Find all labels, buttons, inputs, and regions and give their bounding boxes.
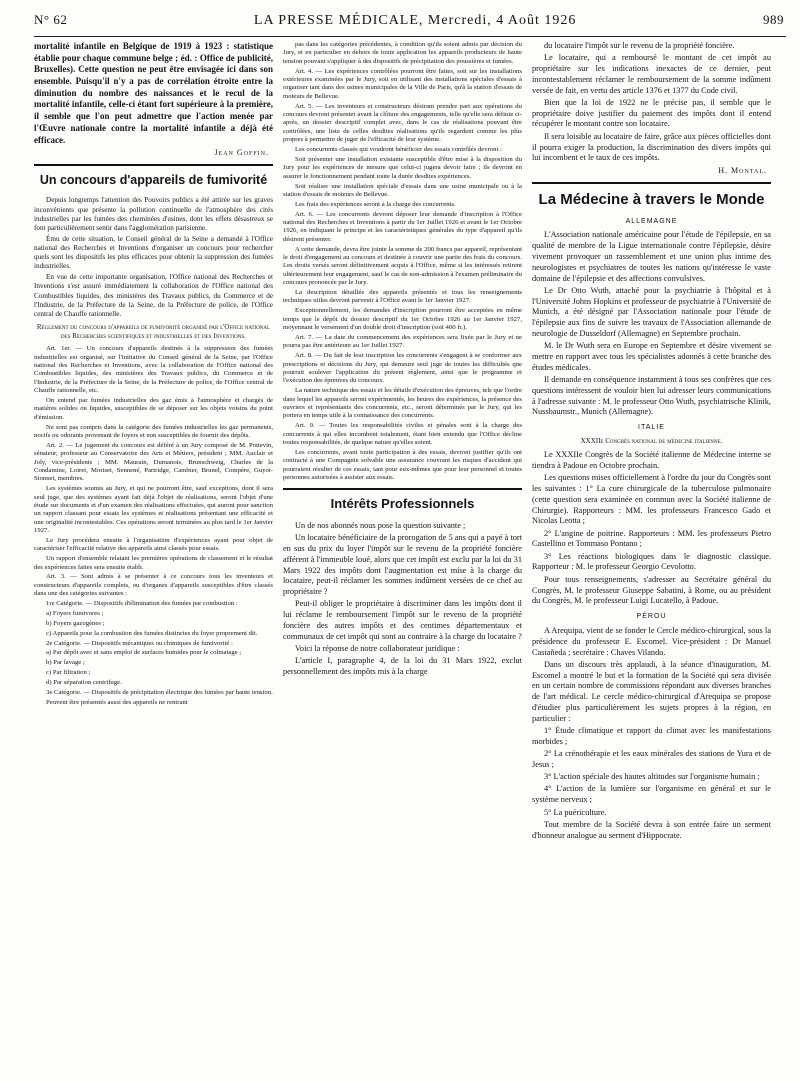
paragraph: 2° L'angine de poitrine. Rapporteurs : MM. les professeurs Pietro Castellino et Tommaso Pontano ; [532, 528, 771, 549]
paragraph: b) Foyers gazogènes ; [46, 619, 105, 627]
paragraph: Le locataire, qui a remboursé le montant de cet impôt au propriétaire sur les indications inexactes de ce dernier, peut incontestablement réclamer le remboursement de la somme indûment versée de fait, en vertu des article 1376 et 1377 du Code civil. [532, 53, 771, 95]
divider [34, 164, 273, 166]
paragraph: Art. 1er. — Un concours d'appareils destinés à la suppression des fumées industrielles est organisé, sur l'initiative du Conseil général de la Seine, par l'Office national des Recherches et Inventions, avec la collaboration de l'Office national des Combustibles liquides, des ministères des Travaux publics, du Commerce et de l'Industrie, de la Préfecture de la Seine, de la Préfecture de police, de l'Office central de Chauffe rationnelle, etc. [34, 345, 273, 395]
divider [532, 182, 771, 184]
paragraph: du locataire l'impôt sur le revenu de la propriété foncière. [544, 41, 735, 50]
intro-block [34, 41, 273, 146]
paragraph: c) Par filtration ; [46, 669, 91, 677]
paragraph: Un rapport d'ensemble relatant les premières opérations de classement et le résultat des expériences faites sera ensuite établi. [34, 555, 273, 571]
rules-body [34, 345, 273, 707]
paragraph: a) Par dépôt avec et sans emploi de surfaces humides pour le colmatage ; [46, 649, 242, 657]
paragraph: b) Par lavage ; [46, 659, 85, 667]
signature: H. Montal. [718, 166, 767, 176]
paragraph: Art. 2. — Le jugement du concours est déféré à un Jury composé de M. Pottevin, sénateur, professeur au Conservatoire des Arts et Métiers, président ; MM. Auclair et Joly, vice-présidents ; MM. Maurain, Dumanois, Brunschweig, Charles de la Condamine, Loiret, Moriset, Sennené, Partridge, Cambier, Brunel, Compère, Guyot-Sionnet, membres. [34, 441, 273, 483]
paragraph: 2e Catégorie. — Dispositifs mécaniques ou chimiques de fumivorité : [46, 639, 233, 647]
paragraph: Le XXXIIe Congrès de la Société italienne de Médecine interne se tiendra à Padoue en Octobre prochain. [532, 450, 771, 470]
country-body [532, 450, 771, 607]
paragraph: Les systèmes soumis au Jury, et qui ne pourront être, sauf exceptions, dont il sera seul juge, que des systèmes ayant fait déjà l'objet de réalisations, seront l'objet d'une étude sur documents et d'un examen des réalisations effectuées, qui auront pour sanction un rapport classant pour essais les systèmes et réalisations présentant une efficacité et une originalité incontestables. Ces opérations seront terminées au plus tard le 1er Janvier 1927. [34, 485, 273, 535]
article-body [34, 196, 273, 319]
congress-heading: XXXIIe Congrès national de médecine italienne. [580, 437, 723, 446]
paragraph: Peuvent être présentés aussi des appareils ne rentrant [46, 698, 188, 706]
paragraph: 5° La puériculture. [544, 807, 607, 817]
column-2 [283, 41, 522, 1081]
paragraph: Un locataire bénéficiaire de la prorogation de 5 ans qui a payé à tort en sus du prix du loyer l'impôt sur le revenu de la propriété foncière afférent à l'immeuble loué, alors que cet impôt est exclu par la loi du 31 Mars 1922 des impôts dont l'augmentation est mise à la charge du locataire, peut-il réclamer les sommes indûment versées de ce chef au propriétaire ? [283, 533, 522, 597]
paragraph: d) Par séparation centrifuge. [46, 679, 122, 687]
paragraph: Un de nos abonnés nous pose la question suivante ; [295, 520, 466, 530]
paragraph: Art. 9. — Toutes les responsabilités civiles et pénales sont à la charge des concurrents à qui elles incombent totalement, étant bien entendu que l'Office décline toutes responsabilités, de quelque nature qu'elles soient. [283, 422, 522, 446]
paragraph: Les frais des expériences seront à la charge des concurrents. [295, 200, 456, 208]
paragraph: Art. 4. — Les expériences contrôlées pourront être faites, soit sur les installations extérieures examinées par le Jury, soit en utilisant des installations spéciales d'essais à organiser tant dans des usines municipales de la Ville de Paris, qu'à la station d'essais de moteurs de Bellevue. [283, 67, 522, 100]
article-body-interets [283, 521, 522, 678]
intro-paragraph: mortalité infantile en Belgique de 1919 à 1923 : statistique établie pour chaque commune belge ; éd. : Office de publicité, Bruxelles). Cette question ne peut être envisagée ici dans son ensemble. Puisqu'il n'y a pas de corrélation étroite entre la diminution du nombre des naissances et le recul de la mortalité infantile, celle-ci étant fort supérieure à la première, il semble que l'on peut admettre que l'action menée par l'Œuvre nationale contre la mortalité infantile a déjà été efficace. [34, 41, 273, 145]
paragraph: Peut-il obliger le propriétaire à discriminer dans les impôts dont il lui réclame le remboursement l'impôt sur le revenu de la propriété foncière des autres impôts et des centimes départementaux et communaux de cet impôt qui sont au contraire à la charge du locataire ? [283, 599, 522, 641]
paragraph: Il sera loisible au locataire de faire, grâce aux pièces officielles dont il pourra exiger la production, la discrimination des divers impôts qui lui incombent et le taux de ces impôts. [532, 131, 771, 163]
paragraph: La nature technique des essais et les détails d'exécution des épreuves, tels que l'ordre dans lequel les appareils seront expérimentés, les heures des expériences, la présence des ouvriers et représentants des concurrents, etc., seront déterminés par le Jury, qui les portera en temps utile à la connaissance des concurrents. [283, 387, 522, 420]
paragraph: La description détaillée des appareils présentés et tous les renseignements techniques utiles devront parvenir à l'Office avant le 1er Janvier 1927. [283, 289, 522, 305]
paragraph: L'article I, paragraphe 4, de la loi du 31 Mars 1922, exclut personnellement des impôts mis à la charge [283, 656, 522, 677]
paragraph: 4° L'action de la lumière sur l'organisme en général et sur le système nerveux ; [532, 784, 771, 805]
paragraph: Art. 7. — La date du commencement des expériences sera fixée par le Jury et ne pourra pas être antérieure au 1er Juillet 1927. [283, 333, 522, 350]
country-heading: ALLEMAGNE [625, 217, 678, 225]
paragraph: L'Association nationale américaine pour l'étude de l'épilepsie, en sa qualité de membre de la Ligue internationale contre l'épilepsie, désire vivement provoquer un rassemblement et une union plus intime des neurologistes et psychiatres de toutes les nations qu'intéresse le vaste domaine de l'épilepsie et des affections convulsives. [532, 230, 771, 283]
rules-continued [283, 41, 522, 482]
paragraph: Les concurrents classés qui voudront bénéficier des essais contrôlés devront : [295, 146, 502, 153]
paragraph: Art. 8. — Du fait de leur inscription les concurrents s'engagent à se conformer aux prescriptions et décisions du Jury, qui demeure seul juge de toutes les difficultés que pourrait soulever l'application du présent règlement, ainsi que le programme et l'exécution des épreuves du concours. [283, 352, 522, 385]
section-title: La Médecine à travers le Monde [538, 191, 765, 209]
paragraph: Art. 3. — Sont admis à se présenter à ce concours tous les inventeurs et constructeurs d'appareils complets, ou d'organes d'appareils susceptibles d'être classés dans une des catégories suivantes : [34, 573, 273, 598]
article-title-interets: Intérêts Professionnels [330, 496, 475, 512]
country-body [532, 626, 771, 841]
paragraph: Pour tous renseignements, s'adresser au Secrétaire général du Congrès, M. le professeur Giuseppe Sabatini, à Rome, ou au président du Congrès, M. le professeur Luigi Lucatello, à Padoue. [532, 574, 771, 606]
paragraph: Tout membre de la Société devra à son entrée faire un serment d'honneur analogue au serment d'Hippocrate. [532, 819, 771, 840]
paragraph: On entend par fumées industrielles des gaz émis à l'atmosphère et chargés de matières solides ou liquides, susceptibles de se déposer sur les objets voisins du point d'émission. [34, 396, 273, 421]
paragraph: Soit réaliser une installation spéciale d'essais dans une usine municipale ou à la station d'essais de moteurs de Bellevue. [283, 182, 522, 198]
paragraph: 1° Étude climatique et rapport du climat avec les manifestations morbides ; [532, 726, 771, 746]
paragraph: Ému de cette situation, le Conseil général de la Seine a demandé à l'Office national des Recherches et Inventions d'organiser un concours pour rechercher quels sont les dispositifs les plus efficaces pour obtenir la suppression des fumées industrielles. [34, 234, 273, 271]
rules-title: Règlement du concours d'appareils de fumivorité organisé par l'Office national des Recherches scientifiques et industrielles et des Inventions. [36, 323, 271, 341]
paragraph: A Arequipa, vient de se fonder le Cercle médico-chirurgical, sous la présidence du professeur E. Escomel. Vice-président : Dr Manuel Castañeda ; secrétaire : Chaves Vilando. [532, 626, 771, 657]
signature: Jean Goffin. [214, 148, 269, 158]
column-3 [532, 41, 771, 1081]
page-header [34, 12, 786, 37]
paragraph: Il demande en conséquence instamment à tous ses confrères que ces questions intéressent de vouloir bien lui adresser leurs communications à l'adresse suivante : M. le professeur Otto Wuth, psychiatrische Klinik, Nussbaumstr., Munich (Allemagne). [532, 375, 771, 417]
article-continued [532, 41, 771, 164]
paragraph: 1re Catégorie. — Dispositifs d'élimination des fumées par combustion : [46, 600, 238, 608]
divider [283, 488, 522, 490]
country-body [532, 230, 771, 418]
issue-number: N° 62 [34, 12, 68, 27]
paragraph: Bien que la loi de 1922 ne le précise pas, il semble que le propriétaire doive justifier du paiement des impôts dont il entend récupérer le montant contre son locataire. [532, 97, 771, 129]
paragraph: Soit présenter une installation existante susceptible d'être mise à la disposition du Jury pour les expériences de mesure que celui-ci jugera devoir faire ; ils devront en assurer le fonctionnement pendant toute la durée desdites expériences. [283, 155, 522, 180]
paragraph: Les concurrents, avant toute participation à des essais, devront justifier qu'ils ont contracté à une Compagnie solvable une assurance couvrant les risques d'accident qui pourraient résulter de ces essais, tant pour eux-mêmes que pour leur personnel et toutes personnes autorisées à assister aux essais. [283, 448, 522, 481]
paragraph: Voici la réponse de notre collaborateur juridique : [295, 643, 460, 653]
paragraph: A cette demande, devra être jointe la somme de 200 francs par appareil, représentant le droit d'engagement au concours et destinée à couvrir une partie des frais du concours. Les droits versés seront définitivement acquis à l'Office, même si les intéressés retirent ultérieurement leur engagement, sauf le cas de non-admission à l'examen préliminaire du concours prononcée par le Jury. [283, 245, 522, 287]
paragraph: Art. 6. — Les concurrents devront déposer leur demande d'inscription à l'Office national des Recherches et Inventions à partir du 1er Juillet 1926 et avant le 1er Octobre 1926, en indiquant le principe et les caractéristiques générales du type d'appareil qu'ils désirent présenter. [283, 210, 522, 243]
paragraph: 2° La crénothérapie et les eaux minérales des stations de Yura et de Jesus ; [532, 749, 771, 769]
paragraph: Exceptionnellement, les demandes d'inscription pourront être acceptées en même temps que le dépôt du dossier descriptif du 1er Octobre 1926 au 1er Janvier 1927, moyennant le versement d'un double droit d'inscription (soit 400 fr.). [283, 307, 522, 331]
paragraph: En vue de cette importante organisation, l'Office national des Recherches et Inventions s'est assuré immédiatement la collaboration de l'Office national des Combustibles liquides, des ministères des Travaux publics, du Commerce et de l'Industrie, de la Préfecture de la Seine, de la Préfecture de police, de l'Office central de Chauffe rationnelle. [34, 273, 273, 319]
column-1 [34, 41, 273, 1081]
country-heading: PÉROU [636, 613, 667, 621]
paragraph: c) Appareils pour la combustion des fumées distinctes du foyer proprement dit. [46, 629, 258, 637]
paragraph: Le Jury procédera ensuite à l'organisation d'expériences ayant pour objet de caractériser l'efficacité relative des appareils ainsi classés pour essais. [34, 536, 273, 553]
columns [34, 41, 786, 1081]
paragraph: 3° Les réactions biologiques dans le diagnostic classique. Rapporteur : M. le professeur Georgio Cevolotto. [532, 551, 771, 572]
country-heading: ITALIE [638, 424, 665, 432]
paragraph: Depuis longtemps l'attention des Pouvoirs publics a été attirée sur les graves inconvénients que présente la pollution continuelle de l'atmosphère des cités industrielles par les fumées des cheminées d'usines, dont les effets désastreux se font particulièrement sentir dans l'agglomération parisienne. [34, 196, 273, 233]
journal-title: LA PRESSE MÉDICALE, Mercredi, 4 Août 1926 [253, 13, 577, 28]
article-title: Un concours d'appareils de fumivorité [39, 173, 268, 188]
paragraph: M. le Dr Wuth sera en Europe en Septembre et désire vivement se mettre en rapport avec tous les spécialistes adonnés à cette branche des études médicales. [532, 341, 771, 372]
paragraph: Ne sont pas compris dans la catégorie des fumées industrielles les gaz permanents, nocifs ou odorants provenant de foyers et non susceptibles de fournir des dépôts. [34, 423, 273, 439]
page-number: 989 [762, 12, 784, 27]
paragraph: pas dans les catégories précédentes, à condition qu'ils soient admis par décision du Jury, et en particulier en dehors de toute application les appareils producteurs de haute tension pouvant s'appliquer à des dispositifs de précipitation des poussières et fumées. [283, 41, 522, 65]
paragraph: 3e Catégorie. — Dispositifs de précipitation électrique des fumées par haute tension. [46, 688, 273, 696]
paragraph: 3° L'action spéciale des hautes altitudes sur l'organisme humain ; [544, 772, 760, 782]
paragraph: a) Foyers fumivores ; [46, 609, 104, 617]
paragraph: Le Dr Otto Wuth, attaché pour la psychiatrie à l'hôpital et à l'Université Johns Hopkins et professeur de psychiatrie à l'Université de Munich, a été désigné par l'Association nationale pour l'étude de l'épilepsie aux fins de suivre les travaux de l'Association allemande de neurologie de Dusseldorf (Allemagne) en Septembre prochain. [532, 285, 771, 338]
paragraph: Les questions mises officiellement à l'ordre du jour du Congrès sont les suivantes : 1° La cure chirurgicale de la tuberculose pulmonaire (cette question sera examinée en commun avec la Société italienne de Chirurgie). Rapporteurs : MM. les professeurs Francesco Gado et Nicolas Leotta ; [532, 473, 771, 526]
paragraph: Dans un discours très applaudi, à la séance d'inauguration, M. Escomel a montré le but et la formation de la Société qui sera divisée en un certain nombre de commissions répondant aux diverses branches de l'art médical. Le cercle médico-chirurgical d'Arequipa se propose d'étudier plus particulièrement les sujets propres à la région, en particulier : [532, 659, 771, 723]
paragraph: Art. 5. — Les inventeurs et constructeurs désirant prendre part aux opérations du concours devront présenter avant la clôture des engagements, telle qu'elle sera définie ci-après, un dossier descriptif complet avec, dans le cas de réalisations pouvant être contrôlées, une liste de celles desdites réalisations qu'ils regardent comme les plus propres à permettre de juger de l'efficacité de leur système. [283, 102, 522, 144]
